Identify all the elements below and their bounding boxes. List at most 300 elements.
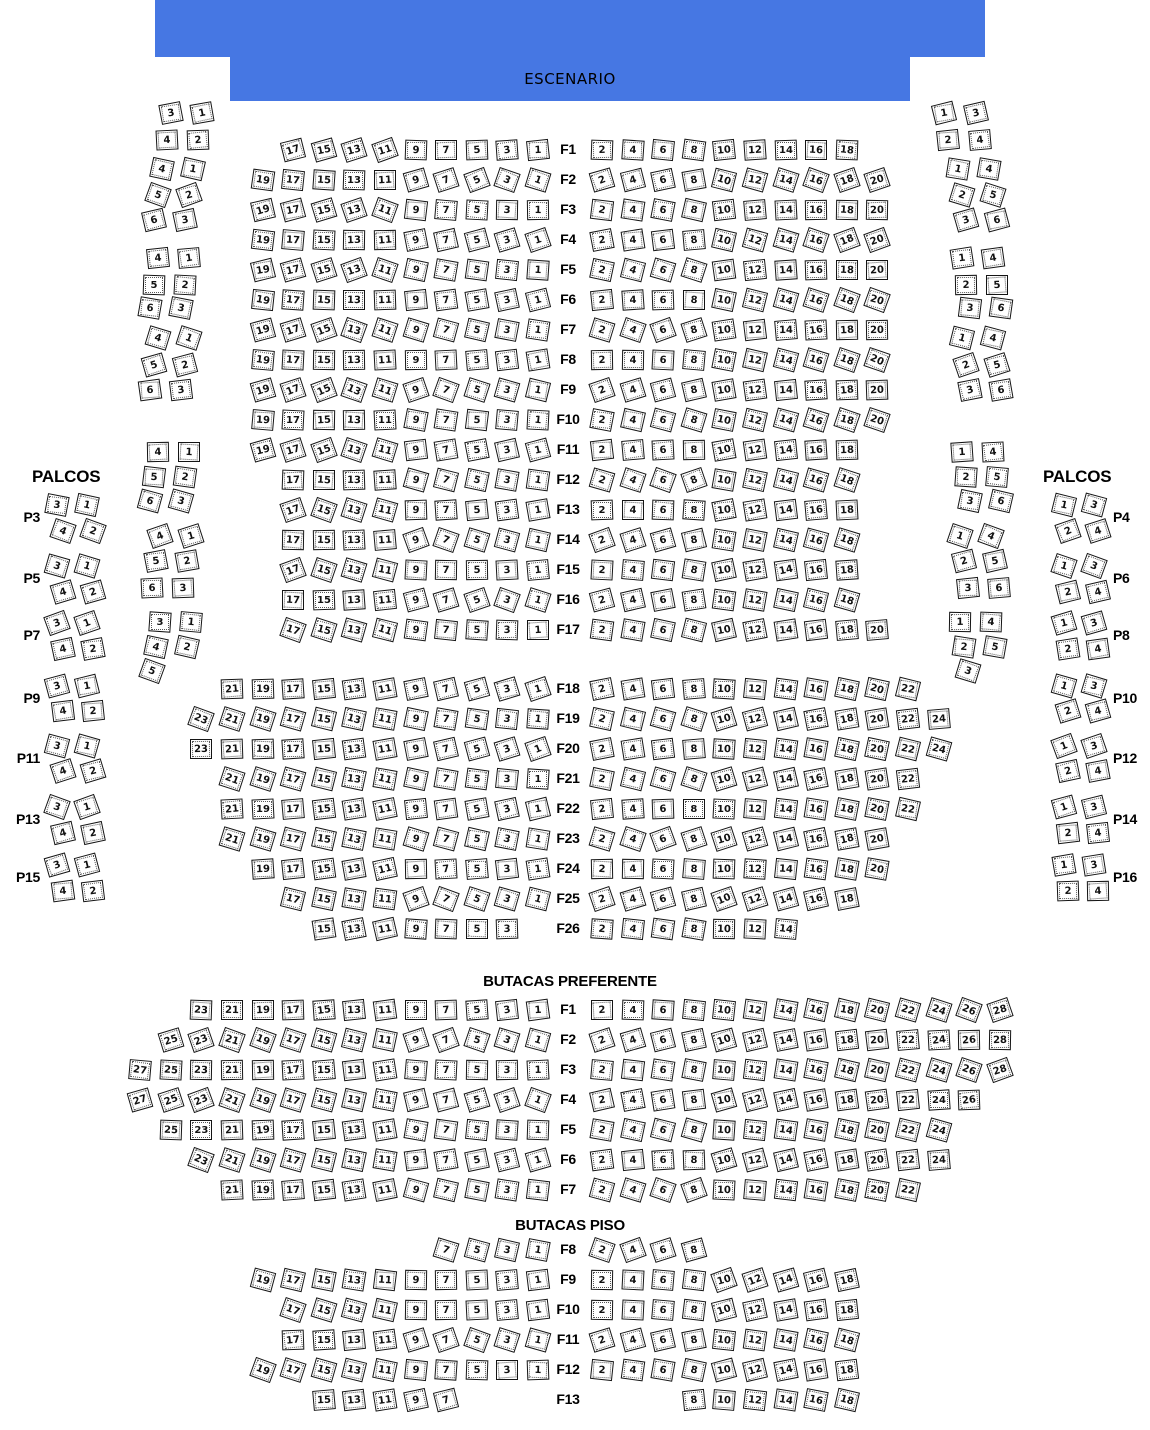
seat[interactable] <box>649 317 677 343</box>
seat[interactable] <box>435 858 458 879</box>
seat[interactable] <box>374 170 396 190</box>
seat[interactable] <box>404 559 427 580</box>
seat[interactable] <box>805 200 827 220</box>
seat[interactable] <box>651 1358 676 1382</box>
seat[interactable] <box>433 677 459 701</box>
seat[interactable] <box>742 1298 768 1322</box>
seat[interactable] <box>949 326 975 351</box>
seat[interactable] <box>312 738 336 760</box>
seat[interactable] <box>342 678 367 701</box>
seat[interactable] <box>925 997 952 1023</box>
seat[interactable] <box>864 998 890 1023</box>
seat[interactable] <box>404 1300 426 1320</box>
seat[interactable] <box>925 1057 952 1083</box>
seat[interactable] <box>865 1178 890 1202</box>
seat[interactable] <box>404 350 426 370</box>
seat[interactable] <box>865 797 890 821</box>
seat[interactable] <box>282 530 304 550</box>
seat[interactable] <box>280 826 306 851</box>
seat[interactable] <box>803 1268 829 1293</box>
seat[interactable] <box>712 259 737 282</box>
seat[interactable] <box>342 857 367 881</box>
seat[interactable] <box>50 637 76 661</box>
seat[interactable] <box>713 738 736 759</box>
seat[interactable] <box>773 738 798 761</box>
seat[interactable] <box>310 197 337 223</box>
seat[interactable] <box>433 167 460 193</box>
seat[interactable] <box>958 1090 981 1111</box>
seat[interactable] <box>712 558 738 582</box>
seat[interactable] <box>465 619 488 640</box>
seat[interactable] <box>372 707 397 731</box>
seat[interactable] <box>221 1000 243 1020</box>
seat[interactable] <box>465 1269 488 1290</box>
seat[interactable] <box>372 1298 398 1322</box>
seat[interactable] <box>713 1119 736 1140</box>
seat[interactable] <box>773 678 798 701</box>
seat[interactable] <box>589 1118 614 1142</box>
seat[interactable] <box>743 858 766 879</box>
seat[interactable] <box>711 886 738 912</box>
seat[interactable] <box>834 797 859 821</box>
seat[interactable] <box>138 379 163 402</box>
seat[interactable] <box>250 229 274 252</box>
seat[interactable] <box>50 579 77 605</box>
seat[interactable] <box>773 499 797 522</box>
seat[interactable] <box>464 797 489 821</box>
seat[interactable] <box>495 499 520 522</box>
seat[interactable] <box>1087 881 1109 901</box>
seat[interactable] <box>496 409 520 431</box>
seat[interactable] <box>936 129 960 151</box>
seat[interactable] <box>496 559 519 580</box>
seat[interactable] <box>1050 553 1077 579</box>
seat[interactable] <box>866 619 890 641</box>
seat[interactable] <box>403 767 429 791</box>
seat[interactable] <box>835 1029 859 1052</box>
seat[interactable] <box>143 549 168 573</box>
seat[interactable] <box>591 859 613 879</box>
seat[interactable] <box>1050 733 1078 759</box>
seat[interactable] <box>804 619 828 642</box>
seat[interactable] <box>310 317 337 343</box>
seat[interactable] <box>864 347 891 373</box>
seat[interactable] <box>742 826 769 851</box>
seat[interactable] <box>403 408 428 432</box>
seat[interactable] <box>372 1358 398 1382</box>
seat[interactable] <box>494 1238 520 1262</box>
seat[interactable] <box>495 827 520 851</box>
seat[interactable] <box>404 1270 426 1290</box>
seat[interactable] <box>49 758 76 784</box>
seat[interactable] <box>372 437 399 463</box>
seat[interactable] <box>773 559 798 582</box>
seat[interactable] <box>280 197 306 222</box>
seat[interactable] <box>712 589 737 612</box>
seat[interactable] <box>341 197 368 223</box>
seat[interactable] <box>865 1089 890 1112</box>
seat[interactable] <box>372 857 398 881</box>
seat[interactable] <box>682 1299 706 1322</box>
seat[interactable] <box>433 1178 459 1202</box>
seat[interactable] <box>683 440 705 460</box>
seat[interactable] <box>712 468 737 492</box>
seat[interactable] <box>282 678 305 699</box>
seat[interactable] <box>984 207 1010 232</box>
seat[interactable] <box>742 288 768 313</box>
seat[interactable] <box>621 1149 645 1171</box>
seat[interactable] <box>652 858 675 879</box>
seat[interactable] <box>343 470 366 491</box>
seat[interactable] <box>981 247 1006 270</box>
seat[interactable] <box>496 1060 518 1080</box>
seat[interactable] <box>464 227 490 252</box>
seat[interactable] <box>957 378 982 402</box>
seat[interactable] <box>834 1388 860 1412</box>
seat[interactable] <box>591 350 613 370</box>
seat[interactable] <box>464 288 489 312</box>
seat[interactable] <box>373 1269 397 1292</box>
seat[interactable] <box>435 1059 458 1080</box>
seat[interactable] <box>81 700 105 722</box>
seat[interactable] <box>251 679 274 700</box>
seat[interactable] <box>433 317 459 342</box>
seat[interactable] <box>865 737 891 761</box>
seat[interactable] <box>146 247 170 269</box>
seat[interactable] <box>713 1389 737 1411</box>
seat[interactable] <box>251 1179 274 1200</box>
seat[interactable] <box>310 617 337 643</box>
seat[interactable] <box>249 1027 277 1053</box>
seat[interactable] <box>803 588 829 613</box>
seat[interactable] <box>403 677 428 701</box>
seat[interactable] <box>712 378 737 402</box>
seat[interactable] <box>190 739 212 759</box>
seat[interactable] <box>435 1000 458 1021</box>
seat[interactable] <box>372 618 398 643</box>
seat[interactable] <box>172 352 198 377</box>
seat[interactable] <box>147 442 169 462</box>
seat[interactable] <box>341 617 368 642</box>
seat[interactable] <box>372 497 399 522</box>
seat[interactable] <box>682 499 705 520</box>
seat[interactable] <box>742 706 768 731</box>
seat[interactable] <box>989 1030 1011 1050</box>
seat[interactable] <box>496 1119 519 1140</box>
seat[interactable] <box>681 198 707 222</box>
seat[interactable] <box>803 227 830 253</box>
seat[interactable] <box>619 826 646 852</box>
seat[interactable] <box>682 1089 706 1112</box>
seat[interactable] <box>774 319 798 341</box>
seat[interactable] <box>652 1149 675 1170</box>
seat[interactable] <box>249 706 276 732</box>
seat[interactable] <box>342 1268 367 1291</box>
seat[interactable] <box>282 349 305 370</box>
seat[interactable] <box>834 857 859 881</box>
seat[interactable] <box>925 736 952 761</box>
seat[interactable] <box>743 798 767 820</box>
seat[interactable] <box>494 886 521 911</box>
seat[interactable] <box>402 317 429 343</box>
seat[interactable] <box>341 1358 367 1383</box>
seat[interactable] <box>342 707 368 731</box>
seat[interactable] <box>312 169 335 190</box>
seat[interactable] <box>250 258 276 283</box>
seat[interactable] <box>589 258 615 282</box>
seat[interactable] <box>496 1360 518 1380</box>
seat[interactable] <box>895 1178 921 1202</box>
seat[interactable] <box>805 140 827 160</box>
seat[interactable] <box>742 766 768 791</box>
seat[interactable] <box>312 798 336 821</box>
seat[interactable] <box>373 827 398 850</box>
seat[interactable] <box>682 229 706 251</box>
seat[interactable] <box>251 289 275 311</box>
seat[interactable] <box>372 797 397 821</box>
seat[interactable] <box>865 827 890 851</box>
seat[interactable] <box>465 140 488 161</box>
seat[interactable] <box>433 826 459 851</box>
seat[interactable] <box>805 439 828 460</box>
seat[interactable] <box>371 317 398 343</box>
seat[interactable] <box>712 438 737 462</box>
seat[interactable] <box>220 798 243 819</box>
seat[interactable] <box>465 499 489 521</box>
seat[interactable] <box>591 1000 613 1020</box>
seat[interactable] <box>712 288 738 312</box>
seat[interactable] <box>343 290 365 310</box>
seat[interactable] <box>895 997 922 1022</box>
seat[interactable] <box>621 350 643 370</box>
seat[interactable] <box>835 1359 859 1382</box>
seat[interactable] <box>865 767 890 790</box>
seat[interactable] <box>434 619 458 641</box>
seat[interactable] <box>434 258 459 282</box>
seat[interactable] <box>711 1087 738 1112</box>
seat[interactable] <box>741 1267 768 1293</box>
seat[interactable] <box>743 1329 768 1352</box>
seat[interactable] <box>683 799 705 819</box>
seat[interactable] <box>980 612 1003 633</box>
seat[interactable] <box>652 999 675 1020</box>
seat[interactable] <box>219 826 246 852</box>
seat[interactable] <box>772 1267 799 1292</box>
seat[interactable] <box>835 619 859 641</box>
seat[interactable] <box>433 1327 460 1353</box>
seat[interactable] <box>79 518 107 544</box>
seat[interactable] <box>743 199 767 221</box>
seat[interactable] <box>402 1327 429 1353</box>
seat[interactable] <box>619 467 646 493</box>
seat[interactable] <box>465 999 488 1020</box>
seat[interactable] <box>495 349 519 372</box>
seat[interactable] <box>143 635 169 659</box>
seat[interactable] <box>773 1388 798 1411</box>
seat[interactable] <box>251 858 274 879</box>
seat[interactable] <box>711 228 737 252</box>
seat[interactable] <box>833 167 860 193</box>
seat[interactable] <box>494 1148 520 1173</box>
seat[interactable] <box>463 587 490 613</box>
seat[interactable] <box>772 167 799 193</box>
seat[interactable] <box>621 1000 644 1021</box>
seat[interactable] <box>137 296 162 320</box>
seat[interactable] <box>221 1120 244 1141</box>
seat[interactable] <box>742 588 767 612</box>
seat[interactable] <box>281 858 305 880</box>
seat[interactable] <box>495 1178 520 1201</box>
seat[interactable] <box>590 1359 614 1381</box>
seat[interactable] <box>341 377 368 403</box>
seat[interactable] <box>403 1088 429 1112</box>
seat[interactable] <box>434 1119 459 1142</box>
seat[interactable] <box>742 1358 768 1382</box>
seat[interactable] <box>343 170 366 191</box>
seat[interactable] <box>650 766 677 791</box>
seat[interactable] <box>342 1389 366 1412</box>
seat[interactable] <box>591 1270 613 1290</box>
seat[interactable] <box>494 167 521 193</box>
seat[interactable] <box>743 1389 767 1412</box>
seat[interactable] <box>403 707 429 731</box>
seat[interactable] <box>465 199 488 220</box>
seat[interactable] <box>835 380 858 401</box>
seat[interactable] <box>312 290 335 311</box>
seat[interactable] <box>866 260 888 280</box>
seat[interactable] <box>865 1148 890 1171</box>
seat[interactable] <box>249 317 275 342</box>
seat[interactable] <box>373 1388 398 1411</box>
seat[interactable] <box>619 1327 645 1352</box>
seat[interactable] <box>896 708 920 731</box>
seat[interactable] <box>590 289 614 311</box>
seat[interactable] <box>434 1148 459 1172</box>
seat[interactable] <box>803 407 830 433</box>
seat[interactable] <box>650 618 676 642</box>
seat[interactable] <box>190 1120 212 1140</box>
seat[interactable] <box>620 677 645 700</box>
seat[interactable] <box>619 527 646 553</box>
seat[interactable] <box>949 182 976 208</box>
seat[interactable] <box>311 827 337 851</box>
seat[interactable] <box>403 439 427 462</box>
seat[interactable] <box>168 488 195 513</box>
seat[interactable] <box>743 999 768 1022</box>
seat[interactable] <box>495 999 519 1021</box>
seat[interactable] <box>494 1327 521 1353</box>
seat[interactable] <box>743 259 767 281</box>
seat[interactable] <box>465 768 490 791</box>
seat[interactable] <box>435 1359 458 1380</box>
seat[interactable] <box>834 737 860 761</box>
seat[interactable] <box>650 407 676 432</box>
seat[interactable] <box>1080 553 1108 579</box>
seat[interactable] <box>372 917 398 941</box>
seat[interactable] <box>651 738 675 761</box>
seat[interactable] <box>866 380 889 401</box>
seat[interactable] <box>773 528 799 552</box>
seat[interactable] <box>310 1027 337 1052</box>
seat[interactable] <box>311 917 336 940</box>
seat[interactable] <box>958 1030 980 1050</box>
seat[interactable] <box>680 1117 707 1142</box>
seat[interactable] <box>49 518 76 544</box>
seat[interactable] <box>1051 853 1076 877</box>
seat[interactable] <box>620 588 646 612</box>
seat[interactable] <box>312 1179 336 1202</box>
seat[interactable] <box>495 259 519 281</box>
seat[interactable] <box>51 700 75 723</box>
seat[interactable] <box>404 798 428 820</box>
seat[interactable] <box>588 527 616 553</box>
seat[interactable] <box>312 999 335 1020</box>
seat[interactable] <box>280 497 307 523</box>
seat[interactable] <box>1054 518 1081 544</box>
seat[interactable] <box>976 157 1001 181</box>
seat[interactable] <box>772 227 799 253</box>
seat[interactable] <box>282 1119 305 1140</box>
seat[interactable] <box>145 325 172 351</box>
seat[interactable] <box>280 1297 307 1323</box>
seat[interactable] <box>496 1299 520 1321</box>
seat[interactable] <box>372 677 397 701</box>
seat[interactable] <box>803 827 829 851</box>
seat[interactable] <box>774 259 797 280</box>
seat[interactable] <box>681 1328 706 1352</box>
seat[interactable] <box>896 1089 920 1111</box>
seat[interactable] <box>590 439 614 462</box>
seat[interactable] <box>946 157 971 180</box>
seat[interactable] <box>681 1358 707 1382</box>
seat[interactable] <box>680 766 707 792</box>
seat[interactable] <box>622 500 644 520</box>
seat[interactable] <box>188 1087 216 1113</box>
seat[interactable] <box>803 767 828 791</box>
seat[interactable] <box>804 1118 829 1142</box>
seat[interactable] <box>803 1058 828 1082</box>
seat[interactable] <box>218 1147 245 1173</box>
seat[interactable] <box>465 259 490 282</box>
seat[interactable] <box>834 707 859 730</box>
seat[interactable] <box>149 157 175 181</box>
seat[interactable] <box>803 1328 829 1352</box>
seat[interactable] <box>773 798 797 821</box>
seat[interactable] <box>80 579 107 604</box>
seat[interactable] <box>621 1299 644 1320</box>
seat[interactable] <box>931 101 957 126</box>
seat[interactable] <box>712 999 736 1021</box>
seat[interactable] <box>311 887 337 911</box>
seat[interactable] <box>342 1148 368 1172</box>
seat[interactable] <box>312 858 337 881</box>
seat[interactable] <box>711 706 738 732</box>
seat[interactable] <box>589 317 616 343</box>
seat[interactable] <box>433 1237 460 1263</box>
seat[interactable] <box>773 1358 798 1382</box>
seat[interactable] <box>621 139 644 160</box>
seat[interactable] <box>865 677 891 701</box>
seat[interactable] <box>74 733 101 758</box>
seat[interactable] <box>435 1300 457 1320</box>
seat[interactable] <box>713 1179 736 1200</box>
seat[interactable] <box>221 739 244 760</box>
seat[interactable] <box>589 767 615 791</box>
seat[interactable] <box>804 499 828 521</box>
seat[interactable] <box>649 826 677 852</box>
seat[interactable] <box>649 467 677 493</box>
seat[interactable] <box>496 620 519 641</box>
